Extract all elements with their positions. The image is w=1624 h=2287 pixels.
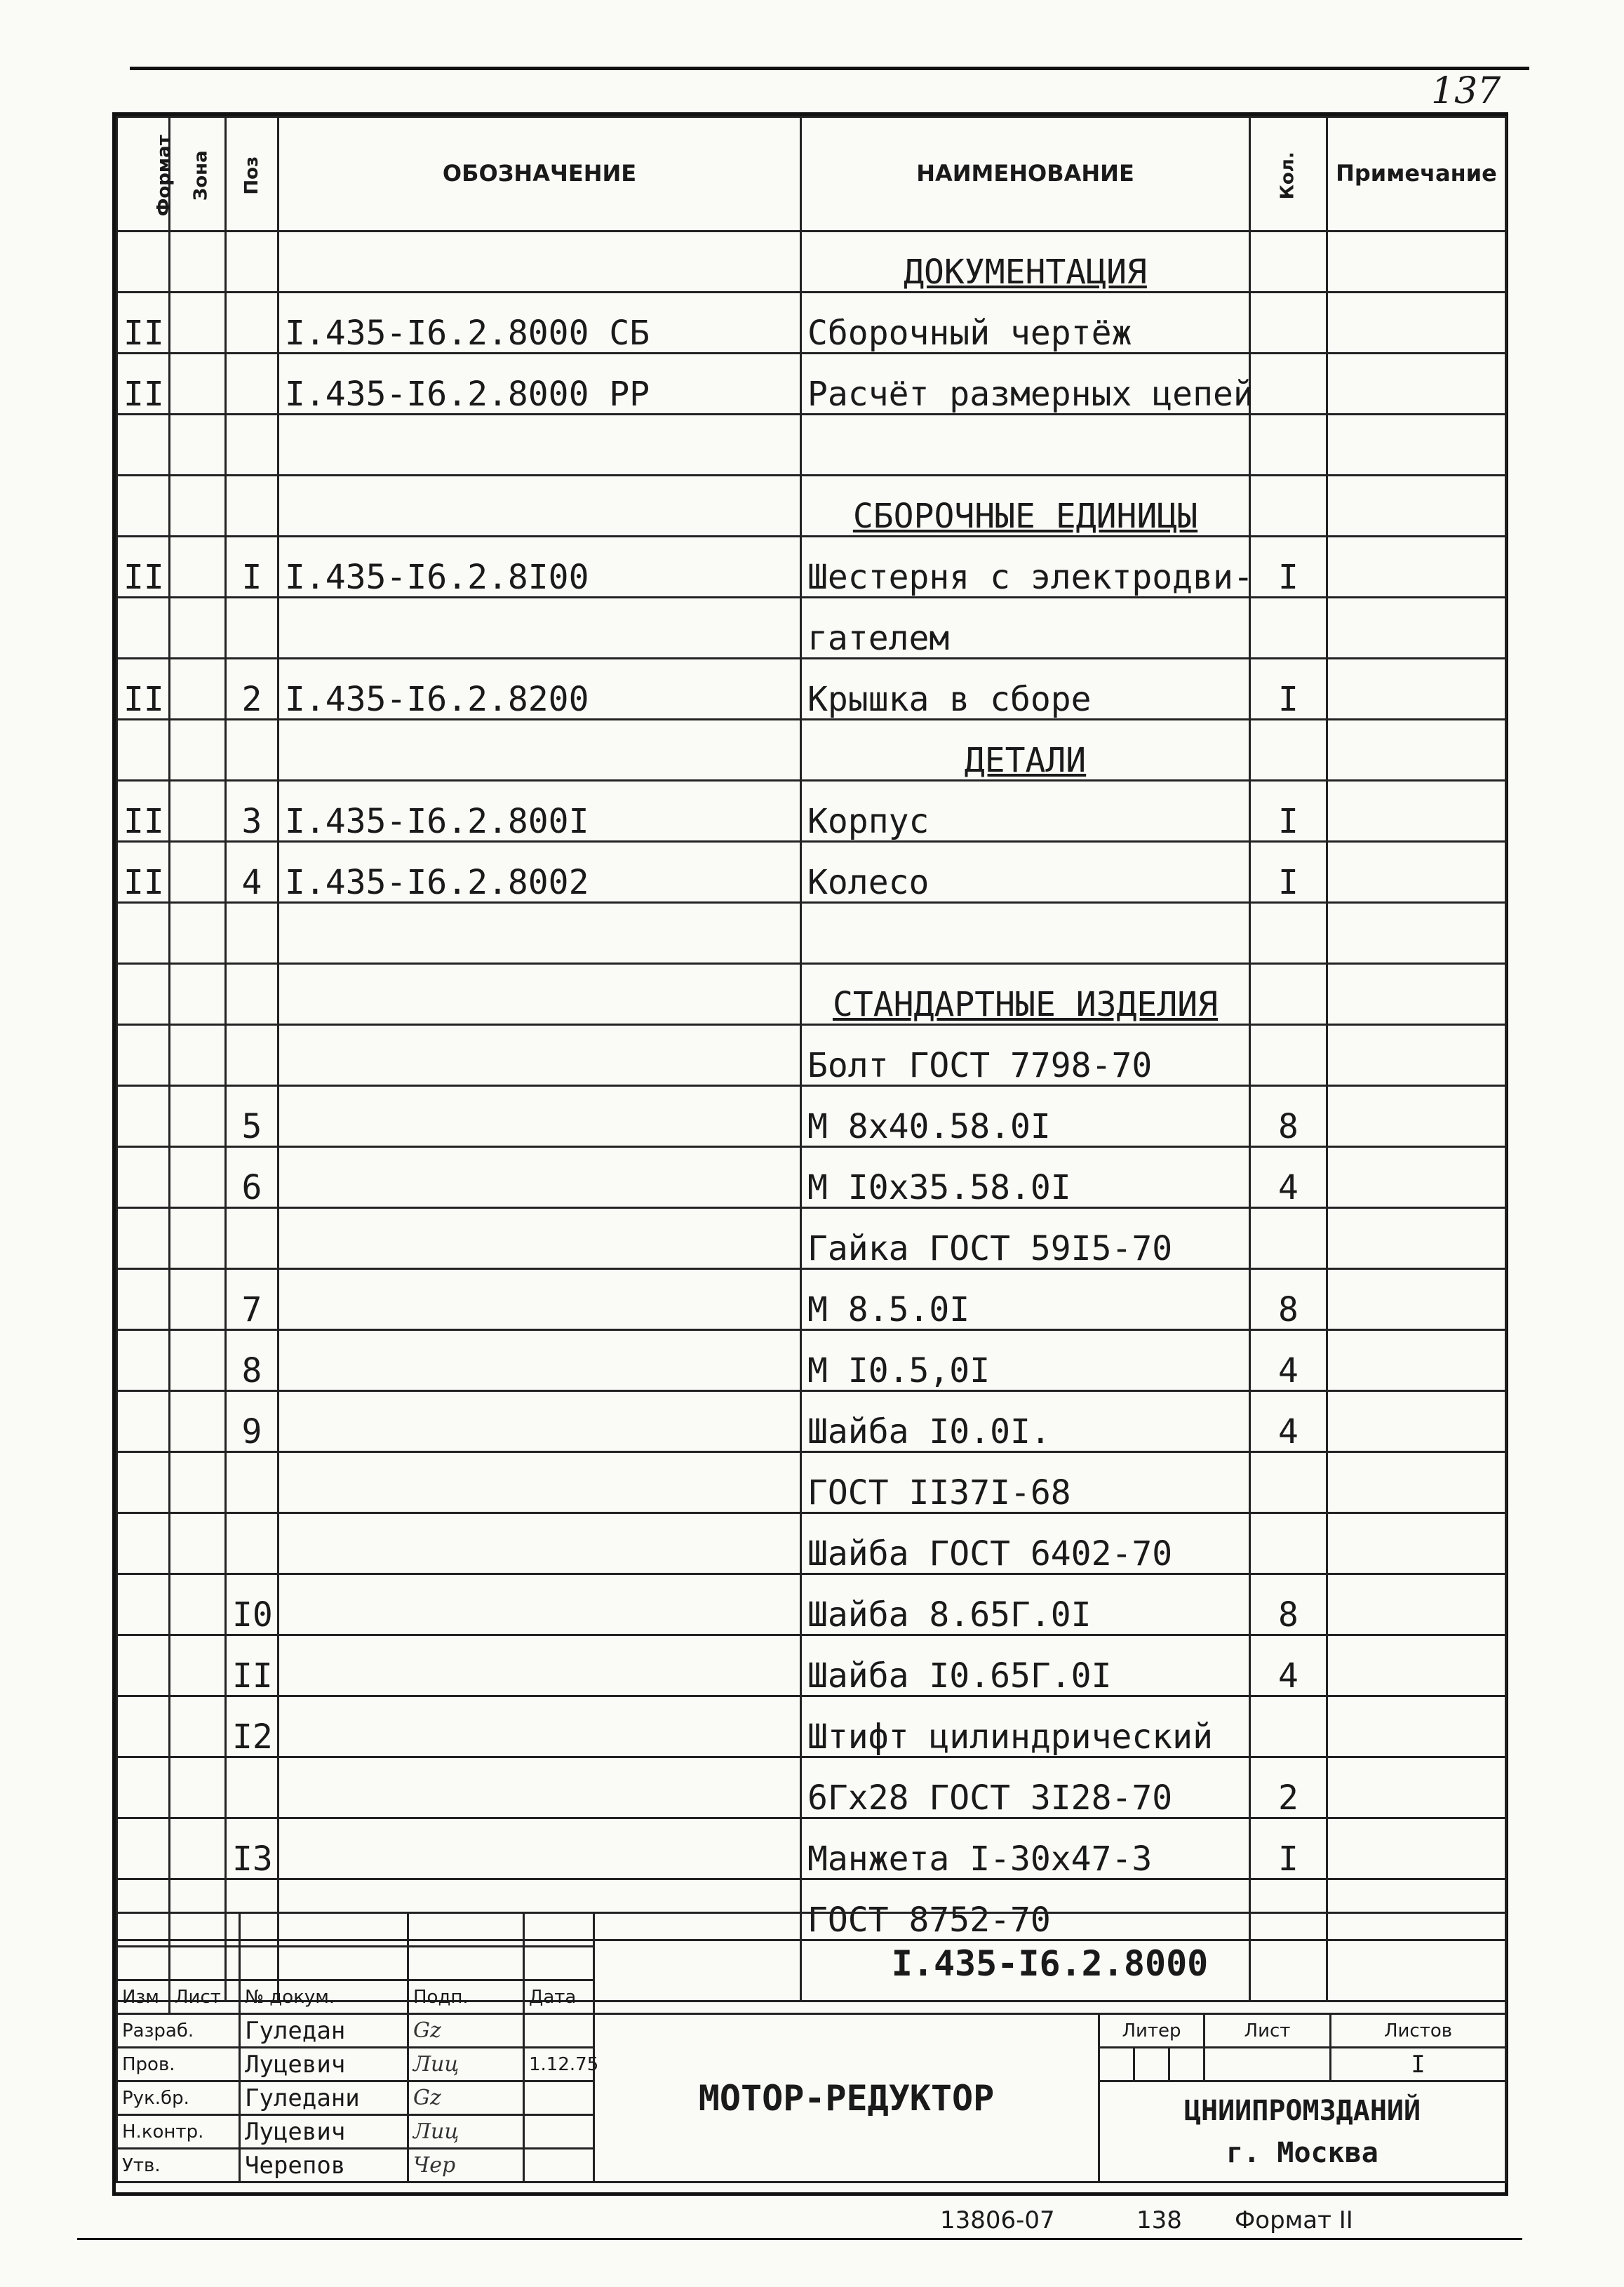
cell-zone <box>170 964 226 1025</box>
cell-des <box>279 1757 801 1818</box>
cell-note <box>1327 1330 1506 1391</box>
cell-note <box>1327 964 1506 1025</box>
cell-fmt <box>117 232 170 293</box>
cell-name <box>801 415 1250 476</box>
signature-1: Лиц <box>408 2048 524 2081</box>
cell-note <box>1327 1086 1506 1147</box>
cell-note <box>1327 1269 1506 1330</box>
cell-des <box>279 1696 801 1757</box>
cell-zone <box>170 1208 226 1269</box>
cell-name: ГОСТ II37I-68 <box>801 1452 1250 1513</box>
cell-fmt <box>117 1635 170 1696</box>
cell-note <box>1327 781 1506 842</box>
cell-qty <box>1250 964 1327 1025</box>
cell-des <box>279 1574 801 1635</box>
cell-des: I.435-I6.2.8I00 <box>279 537 801 598</box>
cell-pos <box>226 1452 279 1513</box>
cell-fmt <box>117 1818 170 1879</box>
cell-fmt <box>117 1391 170 1452</box>
cell-fmt <box>117 720 170 781</box>
cell-note <box>1327 903 1506 964</box>
person-4: Черепов <box>240 2149 408 2182</box>
cell-note <box>1327 1147 1506 1208</box>
org-name: ЦНИИПРОМЗДАНИЙ <box>1183 2094 1421 2127</box>
person-3: Луцевич <box>240 2115 408 2149</box>
cell-des <box>279 1635 801 1696</box>
cell-pos: 7 <box>226 1269 279 1330</box>
cell-note <box>1327 1635 1506 1696</box>
cell-des <box>279 1147 801 1208</box>
cell-pos <box>226 293 279 354</box>
table-row <box>117 1025 1506 1086</box>
cell-pos <box>226 415 279 476</box>
cell-pos <box>226 964 279 1025</box>
cell-note <box>1327 1025 1506 1086</box>
cell-des <box>279 1208 801 1269</box>
cell-zone <box>170 1818 226 1879</box>
sheet-label: Лист <box>1204 2014 1331 2048</box>
cell-note <box>1327 415 1506 476</box>
cell-name: Манжета I-30х47-3 <box>801 1818 1250 1879</box>
cell-zone <box>170 1269 226 1330</box>
cell-pos: 5 <box>226 1086 279 1147</box>
cell-qty <box>1250 1696 1327 1757</box>
cell-name: Расчёт размерных цепей <box>801 354 1250 415</box>
cell-qty <box>1250 415 1327 476</box>
table-row <box>117 1330 1506 1391</box>
cell-fmt <box>117 1330 170 1391</box>
top-rule <box>130 67 1529 70</box>
cell-name: ДЕТАЛИ <box>801 720 1250 781</box>
cell-zone <box>170 293 226 354</box>
table-row <box>117 1513 1506 1574</box>
tb-hdr-podp: Подп. <box>408 1980 524 2014</box>
cell-note <box>1327 1391 1506 1452</box>
cell-zone <box>170 1696 226 1757</box>
cell-zone <box>170 1025 226 1086</box>
cell-pos: I3 <box>226 1818 279 1879</box>
date-3 <box>524 2115 594 2149</box>
cell-name: ГОСТ 8752-70 <box>801 1879 1250 1940</box>
cell-name: М I0х35.58.0I <box>801 1147 1250 1208</box>
cell-fmt: II <box>117 354 170 415</box>
cell-name: М 8.5.0I <box>801 1269 1250 1330</box>
table-row <box>117 293 1506 354</box>
cell-fmt <box>117 476 170 537</box>
cell-zone <box>170 1086 226 1147</box>
table-row <box>117 537 1506 598</box>
cell-note <box>1327 842 1506 903</box>
table-row <box>117 415 1506 476</box>
cell-fmt: II <box>117 842 170 903</box>
cell-des <box>279 415 801 476</box>
cell-pos: I <box>226 537 279 598</box>
signature-4: Чер <box>408 2149 524 2182</box>
role-0: Разраб. <box>117 2014 240 2048</box>
liter-label: Литер <box>1099 2014 1204 2048</box>
cell-fmt <box>117 964 170 1025</box>
header-note: Примечание <box>1327 117 1506 232</box>
cell-des <box>279 1513 801 1574</box>
cell-name: Корпус <box>801 781 1250 842</box>
table-row <box>117 1147 1506 1208</box>
cell-name <box>801 903 1250 964</box>
cell-fmt <box>117 1025 170 1086</box>
person-1: Луцевич <box>240 2048 408 2081</box>
cell-name: Сборочный чертёж <box>801 293 1250 354</box>
spec-header-row <box>117 117 1506 232</box>
date-0 <box>524 2014 594 2048</box>
cell-zone <box>170 1330 226 1391</box>
cell-des: I.435-I6.2.8200 <box>279 659 801 720</box>
cell-name: Крышка в сборе <box>801 659 1250 720</box>
cell-qty: 8 <box>1250 1086 1327 1147</box>
tb-hdr-data: Дата <box>524 1980 594 2014</box>
role-1: Пров. <box>117 2048 240 2081</box>
table-row <box>117 1818 1506 1879</box>
cell-fmt: II <box>117 537 170 598</box>
cell-name: СТАНДАРТНЫЕ ИЗДЕЛИЯ <box>801 964 1250 1025</box>
cell-pos <box>226 1025 279 1086</box>
cell-note <box>1327 1757 1506 1818</box>
product-name: МОТОР-РЕДУКТОР <box>594 2014 1099 2182</box>
doc-number: I.435-I6.2.8000 <box>594 1913 1506 2014</box>
cell-des <box>279 1269 801 1330</box>
table-row <box>117 1696 1506 1757</box>
cell-zone <box>170 537 226 598</box>
table-row <box>117 232 1506 293</box>
cell-des <box>279 1818 801 1879</box>
cell-fmt <box>117 1147 170 1208</box>
person-0: Гуледан <box>240 2014 408 2048</box>
cell-note <box>1327 476 1506 537</box>
header-zone: Зона <box>170 117 226 232</box>
role-3: Н.контр. <box>117 2115 240 2149</box>
table-row <box>117 1086 1506 1147</box>
cell-pos: I0 <box>226 1574 279 1635</box>
cell-name: М I0.5,0I <box>801 1330 1250 1391</box>
table-row <box>117 659 1506 720</box>
cell-name: СБОРОЧНЫЕ ЕДИНИЦЫ <box>801 476 1250 537</box>
header-qty: Кол. <box>1250 117 1327 232</box>
cell-note <box>1327 232 1506 293</box>
cell-qty <box>1250 720 1327 781</box>
table-row <box>117 1757 1506 1818</box>
spec-body <box>117 232 1506 2001</box>
cell-zone <box>170 476 226 537</box>
cell-qty: 8 <box>1250 1574 1327 1635</box>
cell-name: гателем <box>801 598 1250 659</box>
cell-qty: I <box>1250 537 1327 598</box>
cell-pos <box>226 354 279 415</box>
cell-des <box>279 1391 801 1452</box>
cell-zone <box>170 903 226 964</box>
cell-pos <box>226 1208 279 1269</box>
cell-qty: 2 <box>1250 1757 1327 1818</box>
cell-qty: 4 <box>1250 1330 1327 1391</box>
cell-zone <box>170 781 226 842</box>
cell-zone <box>170 1574 226 1635</box>
footer-inventory: 13806-07 <box>940 2206 1055 2234</box>
table-row <box>117 842 1506 903</box>
cell-des: I.435-I6.2.800I <box>279 781 801 842</box>
cell-zone <box>170 1757 226 1818</box>
header-name: НАИМЕНОВАНИЕ <box>801 117 1250 232</box>
sheets-value: I <box>1331 2048 1506 2081</box>
cell-qty <box>1250 476 1327 537</box>
table-row <box>117 1574 1506 1635</box>
signature-0: Gz <box>408 2014 524 2048</box>
cell-qty <box>1250 293 1327 354</box>
cell-fmt <box>117 1574 170 1635</box>
cell-qty <box>1250 598 1327 659</box>
cell-fmt: II <box>117 781 170 842</box>
cell-qty: 4 <box>1250 1147 1327 1208</box>
cell-zone <box>170 1452 226 1513</box>
table-row <box>117 1635 1506 1696</box>
cell-name: Шайба ГОСТ 6402-70 <box>801 1513 1250 1574</box>
table-row <box>117 781 1506 842</box>
cell-note <box>1327 1513 1506 1574</box>
cell-note <box>1327 598 1506 659</box>
cell-fmt <box>117 1269 170 1330</box>
cell-name: Шайба I0.0I. <box>801 1391 1250 1452</box>
cell-zone <box>170 842 226 903</box>
cell-des <box>279 1452 801 1513</box>
cell-fmt <box>117 415 170 476</box>
cell-qty: 4 <box>1250 1391 1327 1452</box>
cell-fmt <box>117 1452 170 1513</box>
cell-fmt: II <box>117 293 170 354</box>
cell-note <box>1327 1452 1506 1513</box>
cell-name: Гайка ГОСТ 59I5-70 <box>801 1208 1250 1269</box>
cell-name: Штифт цилиндрический <box>801 1696 1250 1757</box>
cell-fmt <box>117 1513 170 1574</box>
cell-note <box>1327 1208 1506 1269</box>
cell-zone <box>170 659 226 720</box>
cell-des: I.435-I6.2.8002 <box>279 842 801 903</box>
cell-des <box>279 964 801 1025</box>
cell-qty: I <box>1250 781 1327 842</box>
cell-qty: 4 <box>1250 1635 1327 1696</box>
date-4 <box>524 2149 594 2182</box>
cell-qty <box>1250 903 1327 964</box>
cell-pos <box>226 232 279 293</box>
sheets-label: Листов <box>1331 2014 1506 2048</box>
cell-qty <box>1250 354 1327 415</box>
cell-des <box>279 720 801 781</box>
cell-pos: 8 <box>226 1330 279 1391</box>
cell-pos: 3 <box>226 781 279 842</box>
title-block <box>116 1912 1507 2183</box>
cell-note <box>1327 354 1506 415</box>
date-2 <box>524 2081 594 2115</box>
signature-2: Gz <box>408 2081 524 2115</box>
cell-pos: 2 <box>226 659 279 720</box>
cell-qty: I <box>1250 842 1327 903</box>
cell-des <box>279 1086 801 1147</box>
cell-des <box>279 903 801 964</box>
cell-pos <box>226 1757 279 1818</box>
cell-des <box>279 232 801 293</box>
cell-zone <box>170 354 226 415</box>
table-row <box>117 1269 1506 1330</box>
cell-zone <box>170 232 226 293</box>
cell-note <box>1327 1574 1506 1635</box>
cell-fmt <box>117 1757 170 1818</box>
cell-qty <box>1250 1208 1327 1269</box>
cell-qty <box>1250 1452 1327 1513</box>
cell-note <box>1327 537 1506 598</box>
footer-format: Формат II <box>1235 2206 1353 2234</box>
signature-3: Лиц <box>408 2115 524 2149</box>
cell-des <box>279 598 801 659</box>
table-row <box>117 1452 1506 1513</box>
cell-qty: I <box>1250 1818 1327 1879</box>
cell-zone <box>170 720 226 781</box>
cell-fmt <box>117 1208 170 1269</box>
cell-qty: I <box>1250 659 1327 720</box>
table-row <box>117 903 1506 964</box>
date-1: 1.12.75 <box>524 2048 594 2081</box>
table-row <box>117 354 1506 415</box>
cell-name: 6Гх28 ГОСТ 3I28-70 <box>801 1757 1250 1818</box>
header-format: Формат <box>117 117 170 232</box>
cell-zone <box>170 598 226 659</box>
cell-note <box>1327 1696 1506 1757</box>
org-city: г. Москва <box>1226 2136 1378 2169</box>
table-row <box>117 720 1506 781</box>
cell-pos <box>226 720 279 781</box>
cell-fmt <box>117 598 170 659</box>
cell-pos: 4 <box>226 842 279 903</box>
tb-hdr-docnum: № докум. <box>240 1980 408 2014</box>
cell-name: ДОКУМЕНТАЦИЯ <box>801 232 1250 293</box>
cell-fmt <box>117 903 170 964</box>
table-row <box>117 964 1506 1025</box>
cell-name: Шайба 8.65Г.0I <box>801 1574 1250 1635</box>
cell-pos <box>226 476 279 537</box>
cell-name: Шестерня с электродви- <box>801 537 1250 598</box>
cell-zone <box>170 1147 226 1208</box>
bottom-rule <box>77 2238 1522 2240</box>
table-row <box>117 1391 1506 1452</box>
cell-zone <box>170 1513 226 1574</box>
cell-note <box>1327 293 1506 354</box>
cell-fmt: II <box>117 659 170 720</box>
cell-name: Болт ГОСТ 7798-70 <box>801 1025 1250 1086</box>
cell-qty <box>1250 1025 1327 1086</box>
header-designation: ОБОЗНАЧЕНИЕ <box>279 117 801 232</box>
cell-note <box>1327 1818 1506 1879</box>
page-number: 137 <box>1431 70 1501 112</box>
cell-note <box>1327 720 1506 781</box>
cell-pos: II <box>226 1635 279 1696</box>
header-pos: Поз <box>226 117 279 232</box>
table-row <box>117 1208 1506 1269</box>
person-2: Гуледани <box>240 2081 408 2115</box>
cell-zone <box>170 1391 226 1452</box>
footer-page: 138 <box>1136 2206 1182 2234</box>
cell-pos <box>226 598 279 659</box>
cell-pos <box>226 903 279 964</box>
cell-fmt <box>117 1086 170 1147</box>
organization <box>1099 2081 1506 2182</box>
cell-zone <box>170 1635 226 1696</box>
tb-hdr-izm: Изм <box>117 1980 170 2014</box>
role-2: Рук.бр. <box>117 2081 240 2115</box>
tb-hdr-list: Лист <box>170 1980 240 2014</box>
cell-des <box>279 1025 801 1086</box>
cell-qty <box>1250 232 1327 293</box>
cell-des <box>279 476 801 537</box>
cell-qty <box>1250 1513 1327 1574</box>
cell-fmt <box>117 1696 170 1757</box>
cell-pos: I2 <box>226 1696 279 1757</box>
table-row <box>117 476 1506 537</box>
cell-qty: 8 <box>1250 1269 1327 1330</box>
cell-name: Шайба I0.65Г.0I <box>801 1635 1250 1696</box>
cell-des <box>279 1330 801 1391</box>
cell-pos: 9 <box>226 1391 279 1452</box>
table-row <box>117 598 1506 659</box>
cell-name: Колесо <box>801 842 1250 903</box>
cell-pos <box>226 1513 279 1574</box>
cell-des: I.435-I6.2.8000 РР <box>279 354 801 415</box>
cell-note <box>1327 659 1506 720</box>
cell-zone <box>170 415 226 476</box>
role-4: Утв. <box>117 2149 240 2182</box>
cell-name: М 8х40.58.0I <box>801 1086 1250 1147</box>
cell-pos: 6 <box>226 1147 279 1208</box>
specification-table <box>116 116 1507 2002</box>
cell-des: I.435-I6.2.8000 СБ <box>279 293 801 354</box>
